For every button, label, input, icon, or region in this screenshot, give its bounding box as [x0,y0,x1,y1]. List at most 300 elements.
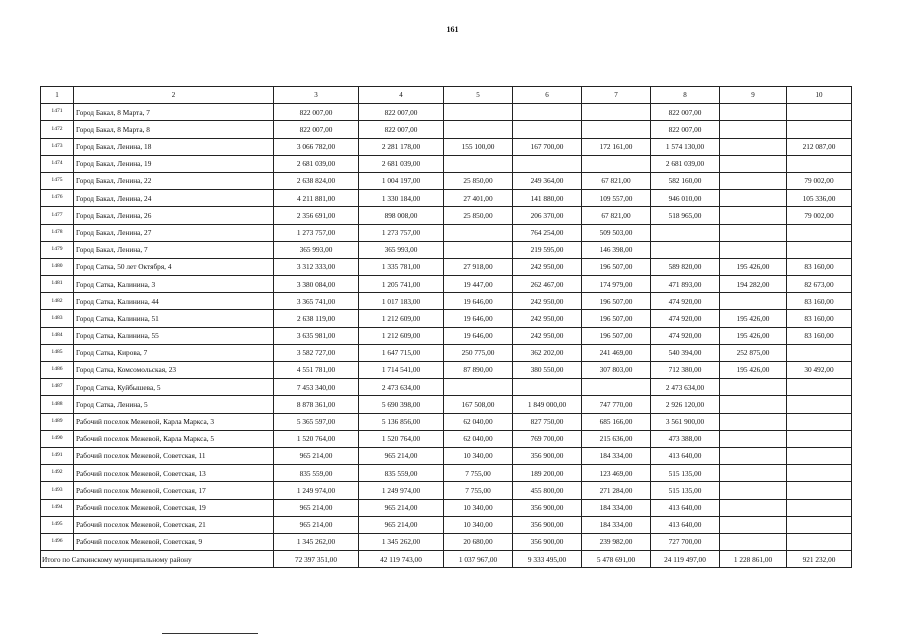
amount-cell: 25 850,00 [444,207,513,224]
amount-cell: 712 380,00 [651,362,720,379]
amount-cell: 2 281 178,00 [359,138,444,155]
amount-cell [444,155,513,172]
table-row [41,465,852,482]
amount-cell: 194 282,00 [720,276,787,293]
amount-cell [720,155,787,172]
amount-cell [787,121,852,138]
address-cell: Город Бакал, Ленина, 26 [74,207,274,224]
column-header: 10 [787,87,852,104]
amount-cell: 413 640,00 [651,447,720,464]
amount-cell [787,396,852,413]
column-header: 6 [513,87,582,104]
amount-cell: 822 007,00 [651,121,720,138]
total-amount-cell: 1 228 861,00 [720,551,787,568]
row-number-cell: 1485 [41,344,74,361]
amount-cell: 7 755,00 [444,465,513,482]
amount-cell [787,344,852,361]
address-cell: Рабочий поселок Межевой, Советская, 9 [74,533,274,550]
amount-cell [720,499,787,516]
amount-cell: 1 273 757,00 [274,224,359,241]
row-number-cell: 1473 [41,138,74,155]
amount-cell: 518 965,00 [651,207,720,224]
amount-cell: 1 849 000,00 [513,396,582,413]
amount-cell [720,190,787,207]
row-number-cell: 1479 [41,241,74,258]
amount-cell: 155 100,00 [444,138,513,155]
table-row [41,104,852,121]
amount-cell: 2 681 039,00 [651,155,720,172]
column-header: 9 [720,87,787,104]
amount-cell: 1 273 757,00 [359,224,444,241]
row-number-cell: 1476 [41,190,74,207]
row-number-cell: 1489 [41,413,74,430]
amount-cell: 172 161,00 [582,138,651,155]
row-number-cell: 1494 [41,499,74,516]
amount-cell: 167 508,00 [444,396,513,413]
amount-cell [582,121,651,138]
amount-cell: 540 394,00 [651,344,720,361]
amount-cell: 3 066 782,00 [274,138,359,155]
table-row [41,516,852,533]
amount-cell [444,241,513,258]
amount-cell: 83 160,00 [787,310,852,327]
amount-cell: 1 335 781,00 [359,258,444,275]
table-row [41,430,852,447]
amount-cell [720,224,787,241]
amount-cell [720,465,787,482]
amount-cell: 184 334,00 [582,499,651,516]
row-number-cell: 1487 [41,379,74,396]
amount-cell: 2 473 634,00 [651,379,720,396]
amount-cell [720,207,787,224]
table-row [41,293,852,310]
amount-cell: 2 638 824,00 [274,172,359,189]
table-row [41,413,852,430]
amount-cell: 3 365 741,00 [274,293,359,310]
amount-cell: 62 040,00 [444,430,513,447]
address-cell: Город Бакал, Ленина, 27 [74,224,274,241]
amount-cell: 1 212 609,00 [359,310,444,327]
address-cell: Рабочий поселок Межевой, Карла Маркса, 5 [74,430,274,447]
amount-cell [720,413,787,430]
amount-cell [787,533,852,550]
amount-cell: 471 893,00 [651,276,720,293]
amount-cell [787,379,852,396]
row-number-cell: 1486 [41,362,74,379]
row-number-cell: 1478 [41,224,74,241]
table-row [41,276,852,293]
amount-cell: 307 803,00 [582,362,651,379]
amount-cell: 196 507,00 [582,258,651,275]
amount-cell: 62 040,00 [444,413,513,430]
amount-cell: 7 453 340,00 [274,379,359,396]
amount-cell: 3 380 084,00 [274,276,359,293]
address-cell: Рабочий поселок Межевой, Советская, 21 [74,516,274,533]
amount-cell: 835 559,00 [274,465,359,482]
amount-cell [513,155,582,172]
address-cell: Город Сатка, Куйбышева, 5 [74,379,274,396]
amount-cell: 167 700,00 [513,138,582,155]
table-row [41,155,852,172]
amount-cell: 10 340,00 [444,447,513,464]
amount-cell: 195 426,00 [720,310,787,327]
amount-cell: 1 647 715,00 [359,344,444,361]
amount-cell: 1 345 262,00 [274,533,359,550]
row-number-cell: 1474 [41,155,74,172]
amount-cell [651,224,720,241]
row-number-cell: 1480 [41,258,74,275]
amount-cell: 365 993,00 [359,241,444,258]
amount-cell: 83 160,00 [787,327,852,344]
column-header: 8 [651,87,720,104]
amount-cell: 2 681 039,00 [274,155,359,172]
amount-cell: 1 212 609,00 [359,327,444,344]
amount-cell: 747 770,00 [582,396,651,413]
amount-cell: 1 249 974,00 [274,482,359,499]
housing-repair-table [40,86,852,568]
table-row [41,121,852,138]
amount-cell [720,104,787,121]
amount-cell: 4 211 881,00 [274,190,359,207]
amount-cell: 3 582 727,00 [274,344,359,361]
table-row [41,241,852,258]
amount-cell: 3 561 900,00 [651,413,720,430]
row-number-cell: 1488 [41,396,74,413]
amount-cell [787,155,852,172]
address-cell: Город Сатка, Калинина, 3 [74,276,274,293]
amount-cell: 2 356 691,00 [274,207,359,224]
total-row [41,551,852,568]
table-row [41,172,852,189]
total-amount-cell: 1 037 967,00 [444,551,513,568]
amount-cell: 109 557,00 [582,190,651,207]
amount-cell: 589 820,00 [651,258,720,275]
column-header: 7 [582,87,651,104]
amount-cell: 195 426,00 [720,327,787,344]
amount-cell: 27 918,00 [444,258,513,275]
amount-cell [787,516,852,533]
amount-cell: 249 364,00 [513,172,582,189]
amount-cell: 413 640,00 [651,516,720,533]
total-amount-cell: 24 119 497,00 [651,551,720,568]
amount-cell: 4 551 781,00 [274,362,359,379]
amount-cell: 515 135,00 [651,482,720,499]
amount-cell: 356 900,00 [513,533,582,550]
amount-cell: 380 550,00 [513,362,582,379]
amount-cell: 25 850,00 [444,172,513,189]
table-row [41,379,852,396]
amount-cell: 19 646,00 [444,327,513,344]
amount-cell: 67 821,00 [582,172,651,189]
address-cell: Город Бакал, 8 Марта, 7 [74,104,274,121]
amount-cell: 769 700,00 [513,430,582,447]
amount-cell: 146 398,00 [582,241,651,258]
amount-cell [720,379,787,396]
table-row [41,224,852,241]
amount-cell: 20 680,00 [444,533,513,550]
total-amount-cell: 9 333 495,00 [513,551,582,568]
row-number-cell: 1481 [41,276,74,293]
amount-cell [444,104,513,121]
table-row [41,207,852,224]
amount-cell: 184 334,00 [582,516,651,533]
address-cell: Город Бакал, 8 Марта, 8 [74,121,274,138]
amount-cell: 79 002,00 [787,172,852,189]
row-number-cell: 1491 [41,447,74,464]
amount-cell: 241 469,00 [582,344,651,361]
amount-cell: 356 900,00 [513,516,582,533]
amount-cell: 206 370,00 [513,207,582,224]
amount-cell: 19 447,00 [444,276,513,293]
amount-cell: 822 007,00 [274,104,359,121]
amount-cell: 242 950,00 [513,327,582,344]
amount-cell: 413 640,00 [651,499,720,516]
amount-cell: 727 700,00 [651,533,720,550]
amount-cell: 242 950,00 [513,258,582,275]
amount-cell [720,447,787,464]
amount-cell: 87 890,00 [444,362,513,379]
total-label: Итого по Саткинскому муниципальному району [41,551,274,568]
table-row [41,138,852,155]
amount-cell: 7 755,00 [444,482,513,499]
amount-cell [582,379,651,396]
amount-cell: 965 214,00 [359,499,444,516]
amount-cell: 474 920,00 [651,293,720,310]
row-number-cell: 1471 [41,104,74,121]
row-number-cell: 1483 [41,310,74,327]
amount-cell: 356 900,00 [513,499,582,516]
amount-cell: 1 574 130,00 [651,138,720,155]
address-cell: Рабочий поселок Межевой, Карла Маркса, 3 [74,413,274,430]
amount-cell: 250 775,00 [444,344,513,361]
amount-cell: 965 214,00 [359,516,444,533]
amount-cell: 946 010,00 [651,190,720,207]
amount-cell: 19 646,00 [444,293,513,310]
table-row [41,396,852,413]
amount-cell [720,396,787,413]
amount-cell: 827 750,00 [513,413,582,430]
amount-cell: 2 926 120,00 [651,396,720,413]
amount-cell: 195 426,00 [720,362,787,379]
amount-cell [513,379,582,396]
amount-cell: 1 330 184,00 [359,190,444,207]
amount-cell: 365 993,00 [274,241,359,258]
address-cell: Город Сатка, Ленина, 5 [74,396,274,413]
amount-cell: 262 467,00 [513,276,582,293]
amount-cell [787,413,852,430]
amount-cell [787,499,852,516]
amount-cell: 242 950,00 [513,310,582,327]
amount-cell: 10 340,00 [444,516,513,533]
amount-cell: 898 008,00 [359,207,444,224]
column-header: 4 [359,87,444,104]
amount-cell [444,224,513,241]
amount-cell [582,104,651,121]
amount-cell: 239 982,00 [582,533,651,550]
amount-cell [720,293,787,310]
amount-cell: 27 401,00 [444,190,513,207]
amount-cell: 1 520 764,00 [274,430,359,447]
amount-cell [720,533,787,550]
column-header: 3 [274,87,359,104]
amount-cell: 67 821,00 [582,207,651,224]
amount-cell: 965 214,00 [274,516,359,533]
table-row [41,327,852,344]
amount-cell: 141 880,00 [513,190,582,207]
address-cell: Город Бакал, Ленина, 19 [74,155,274,172]
address-cell: Город Сатка, Кирова, 7 [74,344,274,361]
address-cell: Город Бакал, Ленина, 24 [74,190,274,207]
amount-cell: 509 503,00 [582,224,651,241]
amount-cell: 474 920,00 [651,327,720,344]
amount-cell: 965 214,00 [274,499,359,516]
amount-cell [582,155,651,172]
table-row [41,482,852,499]
amount-cell: 271 284,00 [582,482,651,499]
amount-cell [651,241,720,258]
table-row [41,499,852,516]
row-number-cell: 1472 [41,121,74,138]
amount-cell: 242 950,00 [513,293,582,310]
amount-cell: 3 635 981,00 [274,327,359,344]
amount-cell: 2 681 039,00 [359,155,444,172]
row-number-cell: 1484 [41,327,74,344]
amount-cell [787,224,852,241]
amount-cell [720,241,787,258]
amount-cell: 965 214,00 [359,447,444,464]
amount-cell: 455 800,00 [513,482,582,499]
row-number-cell: 1482 [41,293,74,310]
amount-cell: 219 595,00 [513,241,582,258]
amount-cell: 582 160,00 [651,172,720,189]
table-row [41,533,852,550]
amount-cell: 822 007,00 [359,121,444,138]
amount-cell: 184 334,00 [582,447,651,464]
row-number-cell: 1477 [41,207,74,224]
amount-cell: 196 507,00 [582,327,651,344]
table-row [41,447,852,464]
amount-cell [720,172,787,189]
address-cell: Город Сатка, 50 лет Октября, 4 [74,258,274,275]
amount-cell: 685 166,00 [582,413,651,430]
amount-cell: 764 254,00 [513,224,582,241]
amount-cell: 1 205 741,00 [359,276,444,293]
column-header: 2 [74,87,274,104]
amount-cell: 1 714 541,00 [359,362,444,379]
amount-cell [787,447,852,464]
row-number-cell: 1492 [41,465,74,482]
amount-cell: 362 202,00 [513,344,582,361]
amount-cell [787,241,852,258]
amount-cell: 10 340,00 [444,499,513,516]
page-number: 161 [446,25,459,34]
amount-cell [513,104,582,121]
row-number-cell: 1495 [41,516,74,533]
amount-cell: 215 636,00 [582,430,651,447]
amount-cell: 473 388,00 [651,430,720,447]
amount-cell: 189 200,00 [513,465,582,482]
total-amount-cell: 5 478 691,00 [582,551,651,568]
amount-cell: 212 087,00 [787,138,852,155]
address-cell: Город Бакал, Ленина, 18 [74,138,274,155]
amount-cell: 196 507,00 [582,310,651,327]
amount-cell: 965 214,00 [274,447,359,464]
total-amount-cell: 42 119 743,00 [359,551,444,568]
amount-cell: 123 469,00 [582,465,651,482]
amount-cell: 515 135,00 [651,465,720,482]
amount-cell: 196 507,00 [582,293,651,310]
amount-cell: 835 559,00 [359,465,444,482]
amount-cell: 1 520 764,00 [359,430,444,447]
column-header: 5 [444,87,513,104]
amount-cell [720,121,787,138]
amount-cell: 822 007,00 [274,121,359,138]
amount-cell [444,121,513,138]
row-number-cell: 1496 [41,533,74,550]
table-row [41,344,852,361]
total-amount-cell: 921 232,00 [787,551,852,568]
amount-cell: 82 673,00 [787,276,852,293]
amount-cell [787,104,852,121]
amount-cell: 5 690 398,00 [359,396,444,413]
amount-cell [513,121,582,138]
amount-cell [720,482,787,499]
amount-cell [720,430,787,447]
amount-cell [720,138,787,155]
amount-cell: 1 004 197,00 [359,172,444,189]
amount-cell: 3 312 333,00 [274,258,359,275]
amount-cell: 1 249 974,00 [359,482,444,499]
amount-cell: 252 875,00 [720,344,787,361]
amount-cell: 174 979,00 [582,276,651,293]
amount-cell [720,516,787,533]
amount-cell: 30 492,00 [787,362,852,379]
amount-cell: 1 017 183,00 [359,293,444,310]
address-cell: Город Сатка, Калинина, 55 [74,327,274,344]
total-amount-cell: 72 397 351,00 [274,551,359,568]
amount-cell [444,379,513,396]
amount-cell: 822 007,00 [359,104,444,121]
amount-cell: 356 900,00 [513,447,582,464]
amount-cell: 83 160,00 [787,258,852,275]
amount-cell: 19 646,00 [444,310,513,327]
amount-cell: 2 473 634,00 [359,379,444,396]
footnote-rule [162,633,258,634]
amount-cell: 822 007,00 [651,104,720,121]
amount-cell [787,465,852,482]
amount-cell: 79 002,00 [787,207,852,224]
row-number-cell: 1475 [41,172,74,189]
table-row [41,190,852,207]
table-row [41,362,852,379]
row-number-cell: 1493 [41,482,74,499]
address-cell: Город Бакал, Ленина, 7 [74,241,274,258]
amount-cell [787,482,852,499]
amount-cell: 1 345 262,00 [359,533,444,550]
row-number-cell: 1490 [41,430,74,447]
amount-cell: 474 920,00 [651,310,720,327]
table-row [41,258,852,275]
table-row [41,310,852,327]
address-cell: Город Сатка, Калинина, 44 [74,293,274,310]
address-cell: Город Сатка, Комсомольская, 23 [74,362,274,379]
address-cell: Рабочий поселок Межевой, Советская, 19 [74,499,274,516]
address-cell: Рабочий поселок Межевой, Советская, 11 [74,447,274,464]
address-cell: Рабочий поселок Межевой, Советская, 13 [74,465,274,482]
amount-cell: 2 638 119,00 [274,310,359,327]
amount-cell: 195 426,00 [720,258,787,275]
amount-cell [787,430,852,447]
